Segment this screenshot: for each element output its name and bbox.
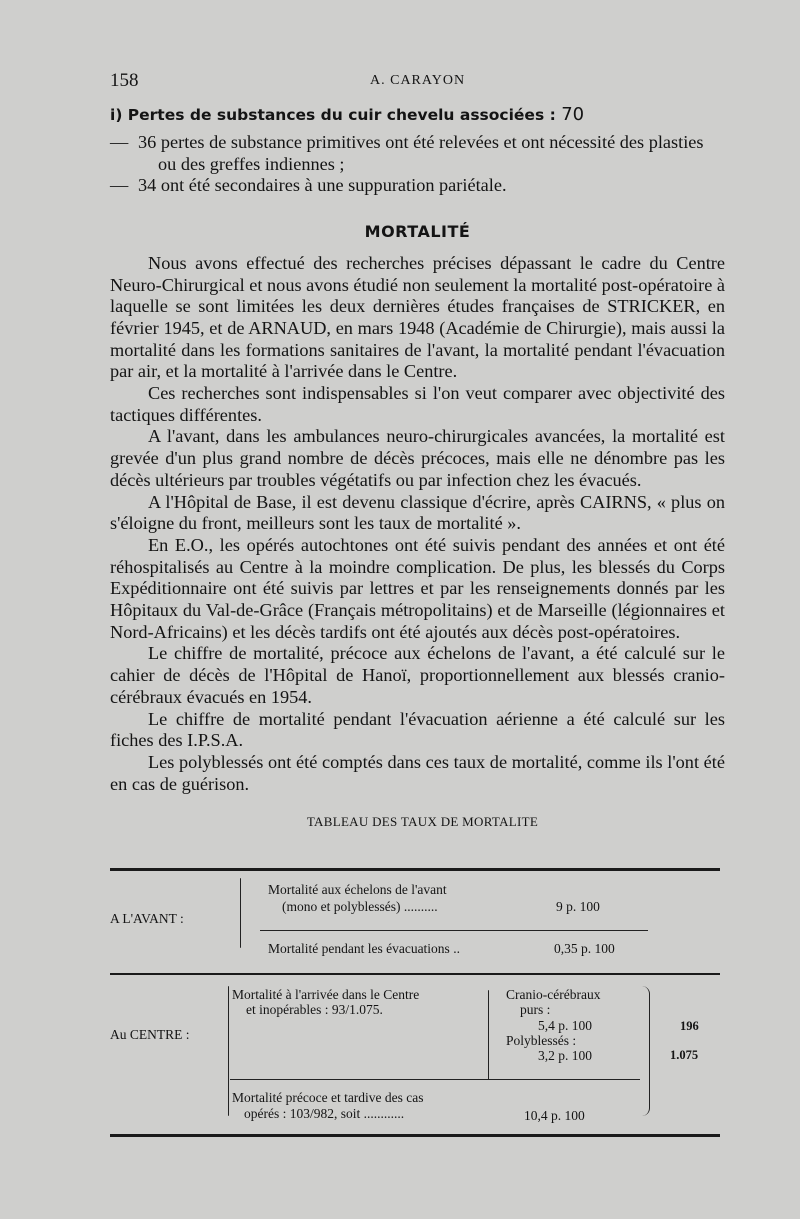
- page-header: [110, 70, 725, 92]
- poly-label: Polyblessés :: [506, 1033, 577, 1048]
- table-title: TABLEAU DES TAUX DE MORTALITE: [306, 814, 539, 830]
- avant-row1-line2: (mono et polyblessés) ..........: [282, 899, 438, 914]
- cc-brace: [488, 990, 489, 1080]
- fraction-denominator: 1.075: [670, 1048, 699, 1062]
- centre-brace: [228, 986, 229, 1116]
- paragraph: En E.O., les opérés autochtones ont été suivis pendant des années et ont été réhospitalisés au Centre à la moindre complication. De plus, les blessés du Corps Expéditionnaire ont été suivis par lettres et par les renseignements donnés par les Hôpitaux du Val-de-Grâce (Français métropolitains) et de Marseille (légionnaires et Nord-Africains) et les décès tardifs ont été ajoutés aux décès post-opératoires.: [110, 534, 725, 642]
- list-item-text: 36 pertes de substance primitives ont été relevées et ont nécessité des plasties ou des greffes indiennes ;: [138, 132, 704, 174]
- avant-label: A L'AVANT :: [110, 911, 184, 926]
- paragraph: A l'Hôpital de Base, il est devenu classique d'écrire, après CAIRNS, « plus on s'éloigne du front, meilleurs sont les taux de mortalité ».: [110, 491, 725, 534]
- centre-label: Au CENTRE :: [110, 1027, 190, 1042]
- avant-row2-text: Mortalité pendant les évacuations ..: [268, 941, 460, 956]
- section-i-count: 70: [561, 104, 585, 125]
- paragraph: Ces recherches sont indispensables si l'on veut comparer avec objectivité des tactiques différentes.: [110, 383, 725, 425]
- paragraph: Le chiffre de mortalité pendant l'évacuation aérienne a été calculé sur les fiches des I.P.S.A.: [110, 708, 725, 751]
- centre-precoce-line1: Mortalité précoce et tardive des cas: [232, 1090, 424, 1105]
- centre-precoce-line2: opérés : 103/982, soit ............: [244, 1106, 405, 1121]
- body-text: [110, 104, 725, 833]
- avant-row1-value: 9 p. 100: [556, 899, 600, 914]
- poly-value: 3,2 p. 100: [538, 1048, 592, 1063]
- table-bottom-rule: [110, 1134, 720, 1137]
- table-top-rule: [110, 868, 720, 871]
- centre-arrivee-line2: et inopérables : 93/1.075.: [246, 1002, 383, 1017]
- fraction-numerator: 196: [680, 1019, 699, 1033]
- cc-purs-value: 5,4 p. 100: [538, 1018, 592, 1033]
- mortality-table: [110, 868, 720, 1140]
- paragraph: A l'avant, dans les ambulances neuro-chirurgicales avancées, la mortalité est grevée d'un plus grand nombre de décès précoces, mais elle ne dénombre pas les décès ultérieurs par troubles végétatifs ou par infection chez les évacués.: [110, 426, 725, 490]
- fraction-brace: [630, 986, 650, 1116]
- centre-precoce-value: 10,4 p. 100: [524, 1108, 585, 1123]
- running-head: A. CARAYON: [370, 73, 466, 88]
- avant-row1-line1: Mortalité aux échelons de l'avant: [268, 882, 447, 897]
- avant-brace: [240, 878, 241, 948]
- centre-divider: [230, 1079, 640, 1080]
- avant-row2-value: 0,35 p. 100: [554, 941, 615, 956]
- list-item-text: 34 ont été secondaires à une suppuration pariétale.: [138, 175, 507, 196]
- section-i-heading-text: i) Pertes de substances du cuir chevelu associées :: [110, 106, 556, 124]
- section-title: MORTALITÉ: [364, 222, 471, 242]
- list-item: — 36 pertes de substance primitives ont été relevées et ont nécessité des plasties ou des greffes indiennes ;: [110, 132, 704, 174]
- paragraph: Le chiffre de mortalité, précoce aux échelons de l'avant, a été calculé sur le cahier de décès de l'Hôpital de Hanoï, proportionnellement aux blessés cranio-cérébraux évacués en 1954.: [110, 643, 725, 707]
- avant-divider: [260, 930, 648, 931]
- paragraph: Les polyblessés ont été comptés dans ces taux de mortalité, comme ils l'ont été en cas de guérison.: [110, 751, 725, 794]
- list-item: — 34 ont été secondaires à une suppuration pariétale.: [110, 175, 507, 196]
- cc-purs-sub: purs :: [520, 1002, 551, 1017]
- paragraph: Nous avons effectué des recherches précises dépassant le cadre du Centre Neuro-Chirurgical et nous avons étudié non seulement la mortalité post-opératoire à laquelle se sont limitées les deux dernières études françaises de STRICKER, en février 1945, et de ARNAUD, en mars 1948 (Académie de Chirurgie), mais aussi la mortalité dans les formations sanitaires de l'avant, la mortalité pendant l'évacuation par air, et la mortalité à l'arrivée dans le Centre.: [110, 252, 725, 382]
- section-i-heading: [110, 104, 725, 126]
- cc-purs-label: Cranio-cérébraux: [506, 987, 601, 1002]
- page-number: 158: [110, 70, 139, 91]
- table-mid-rule: [110, 973, 720, 975]
- centre-arrivee-line1: Mortalité à l'arrivée dans le Centre: [232, 987, 420, 1002]
